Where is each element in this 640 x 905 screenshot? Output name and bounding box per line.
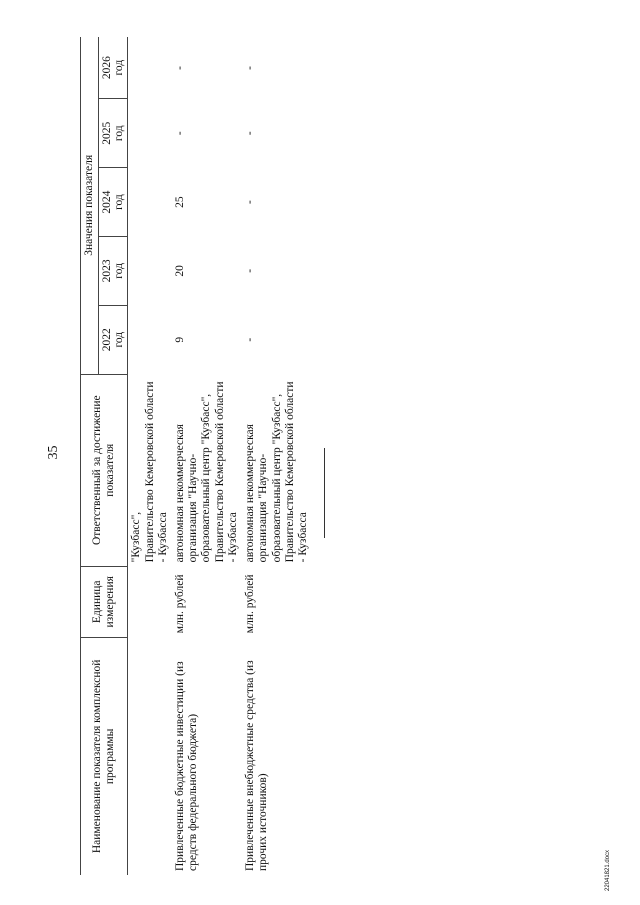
continuation-responsible: "Кузбасс", Правительство Кемеровской области - Кузбасса: [130, 381, 169, 563]
value-2024: -: [244, 200, 257, 204]
cell-empty: [128, 305, 172, 374]
cell-empty: [128, 99, 172, 168]
indicator-unit: млн. рублей: [244, 574, 257, 634]
indicator-responsible: автономная некоммерческая организация "Научно-образовательный центр "Кузбасс", Правительство Кемеровской области - Кузбасса: [244, 381, 309, 563]
value-2025: -: [244, 131, 257, 136]
indicator-name: Привлеченные бюджетные инвестиции (из средств федерального бюджета): [174, 661, 200, 871]
indicator-name: Привлеченные внебюджетные средства (из прочих источников): [244, 660, 270, 871]
year-label: 2023: [101, 259, 114, 283]
table-row: [242, 37, 327, 875]
value-2022: 9: [174, 336, 186, 343]
year-2026: [99, 37, 128, 99]
year-2024: [99, 168, 128, 237]
indicator-unit: млн. рублей: [174, 574, 186, 634]
value-2026: -: [244, 66, 257, 70]
year-label: 2024: [101, 190, 114, 214]
year-2022: [99, 305, 128, 374]
value-2023: 20: [174, 265, 186, 277]
cell-empty: [128, 37, 172, 99]
document-id: 22041821.docx: [605, 849, 611, 891]
value-2025: -: [174, 131, 186, 136]
header-name: Наименование показателя комплексной программы: [81, 637, 128, 875]
year-suffix: год: [113, 125, 126, 142]
header-unit: Единица измерения: [81, 566, 128, 637]
header-row: [81, 37, 99, 875]
year-suffix: год: [113, 194, 126, 210]
cell-empty: [128, 637, 172, 875]
cell-empty: [128, 566, 172, 637]
cell-empty: [128, 236, 172, 305]
end-separator-line: [324, 448, 325, 538]
value-2023: -: [244, 268, 257, 273]
value-2024: 25: [174, 196, 186, 208]
indicators-table: [80, 37, 327, 875]
indicator-responsible-cell: [242, 374, 327, 566]
year-suffix: год: [113, 59, 126, 76]
year-label: 2022: [101, 328, 114, 352]
value-2026: -: [174, 66, 186, 70]
year-2025: [99, 99, 128, 168]
header-values-group: Значения показателя: [81, 37, 99, 374]
continuation-row: [128, 37, 172, 875]
cell-empty: [128, 168, 172, 237]
year-2023: [99, 236, 128, 305]
table-row: [172, 37, 242, 875]
page-number: 35: [46, 445, 61, 460]
header-responsible: Ответственный за достижение показателя: [81, 374, 128, 566]
year-label: 2025: [101, 121, 114, 145]
indicator-responsible: автономная некоммерческая организация "Научно-образовательный центр "Кузбасс", Правительство Кемеровской области - Кузбасса: [174, 381, 239, 563]
year-suffix: год: [113, 331, 126, 348]
year-label: 2026: [101, 56, 114, 80]
value-2022: -: [244, 337, 257, 342]
year-suffix: год: [113, 263, 126, 279]
